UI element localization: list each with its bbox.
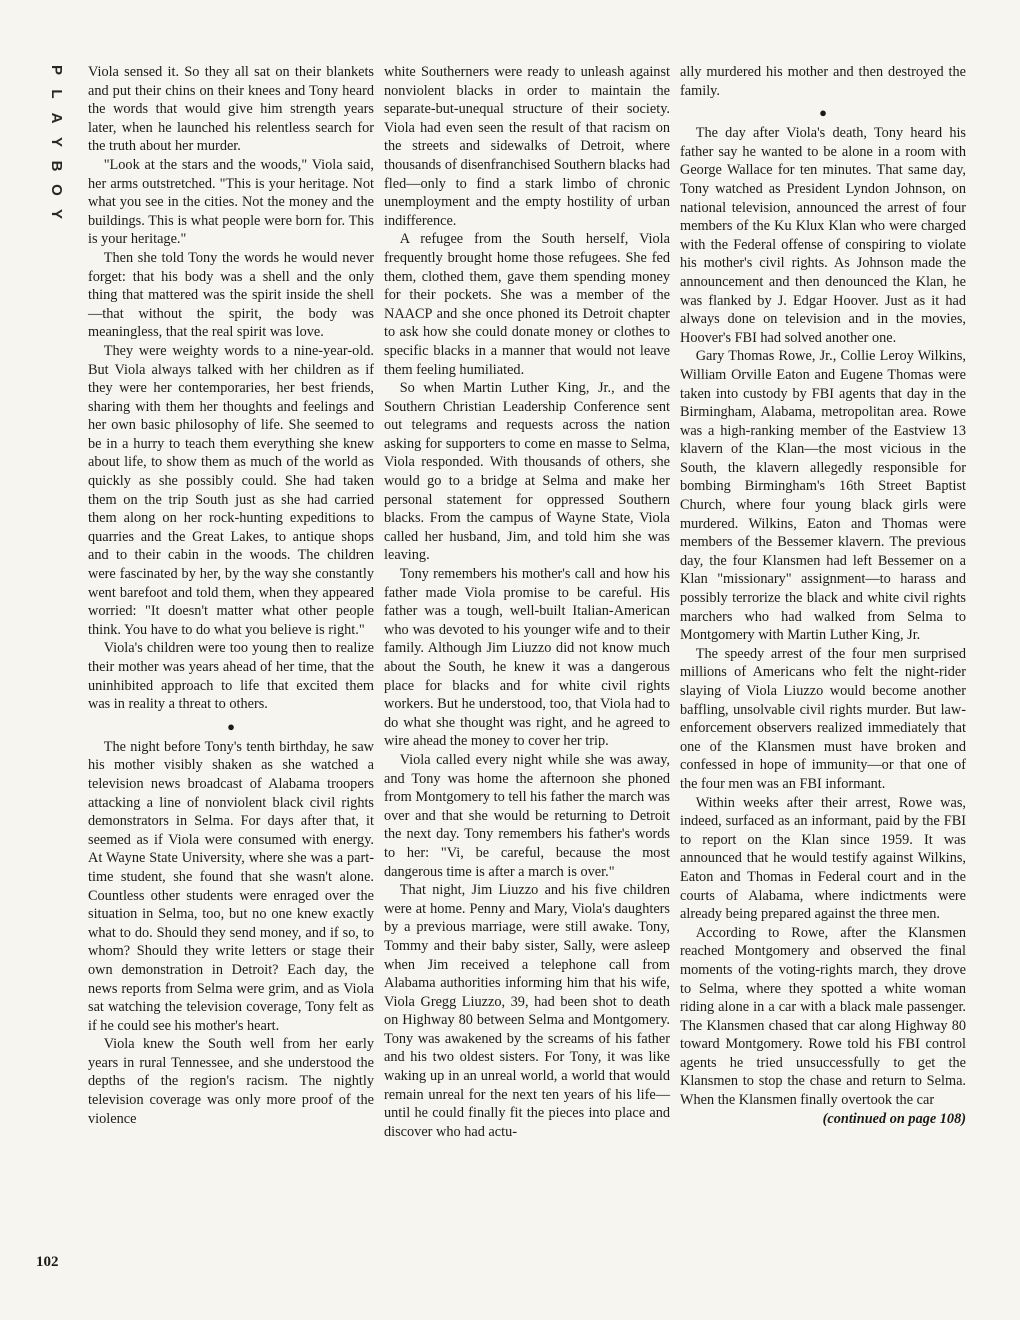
section-divider-bullet: ● — [819, 105, 827, 121]
paragraph: Within weeks after their arrest, Rowe was, indeed, surfaced as an informant, paid by the FBI to report on the Klan since 1959. It was announced that he would testify against Wilkins, Eaton and Thomas in Federal court and in the courts of Alabama, where indictments were already being prepared against the three men. — [680, 794, 966, 923]
paragraph: According to Rowe, after the Klansmen reached Montgomery and observed the final moments of the voting-rights march, they drove to Selma, where they spotted a white woman riding alone in a car with a black male passenger. The Klansmen chased that car along Highway 80 toward Montgomery. Rowe told his FBI control agents he tried unsuccessfully to get the Klansmen to stop the chase and return to Selma. When the Klansmen finally overtook the car — [680, 924, 966, 1109]
paragraph: Tony remembers his mother's call and how his father made Viola promise to be careful. His father was a tough, well-built Italian-American who was devoted to his younger wife and to their family. Although Jim Liuzzo did not know much about the South, he knew it was a dangerous place for blacks and for white civil rights workers. But he understood, too, that Viola had to do what she thought was right, and he agreed to wire ahead the money to cover her trip. — [384, 566, 670, 750]
paragraph: Viola's children were too young then to realize their mother was years ahead of her time, that the uninhibited approach to life that excited them was in reality a threat to others. — [88, 640, 374, 713]
paragraph: Gary Thomas Rowe, Jr., Collie Leroy Wilkins, William Orville Eaton and Eugene Thomas were taken into custody by FBI agents that day in the Birmingham, Alabama, metropolitan area. Rowe was a high-ranking member of the Eastview 13 klavern of the Klan—the most vicious in the South, the klavern allegedly responsible for bombing Birmingham's 16th Street Baptist Church, where four young black girls were murdered. Wilkins, Eaton and Thomas were members of the Bessemer klavern. The previous day, the four Klansmen had left Bessemer on a Klan "missionary" assignment—to harass and possibly terrorize the black and white civil rights marchers who had walked from Selma to Montgomery with Martin Luther King, Jr. — [680, 348, 966, 644]
page-number: 102 — [36, 1254, 59, 1270]
paragraph: Viola sensed it. So they all sat on their blankets and put their chins on their knees and Tony heard the words that would give him strength years later, when he launched his relentless search for the truth about her murder. — [88, 64, 374, 155]
paragraph: The night before Tony's tenth birthday, he saw his mother visibly shaken as she watched a television news broadcast of Alabama troopers attacking a line of nonviolent black civil rights demonstrators in Selma. For days after that, it seemed as if Viola were consumed with energy. At Wayne State University, where she was a part-time student, she found that she wasn't alone. Countless other students were enraged over the situation in Selma, too, but no one knew exactly what to do. Should they send money, and if so, to whom? Should they write letters or stage their own demonstration in Detroit? Each day, the news reports from Selma were grim, and as Viola sat watching the television coverage, Tony felt as if he could see his mother's heart. — [88, 738, 374, 1034]
section-divider-bullet: ● — [227, 718, 235, 734]
paragraph: So when Martin Luther King, Jr., and the Southern Christian Leadership Conference sent out telegrams and requests across the nation asking for supporters to come en masse to Selma, Viola responded. With thousands of others, she would go to a bridge at Selma and make her personal statement for oppressed Southern blacks. From the campus of Wayne State, Viola called her husband, Jim, and told him she was leaving. — [384, 380, 670, 564]
paragraph: Viola called every night while she was away, and Tony was home the afternoon she phoned from Montgomery to tell his father the march was over and that she would be returning to Detroit the next day. Tony remembers his father's words to her: "Vi, be careful, because the most dangerous time is after a march is over." — [384, 751, 670, 880]
paragraph: Then she told Tony the words he would never forget: that his body was a shell and the only thing that mattered was the spirit inside the shell—that without the spirit, the body was meaningless, that the real spirit was love. — [88, 249, 374, 341]
paragraph: Viola knew the South well from her early years in rural Tennessee, and she understood the depths of the region's racism. The nightly television coverage was only more proof of the violence — [88, 1036, 374, 1127]
paragraph: That night, Jim Liuzzo and his five children were at home. Penny and Mary, Viola's daughters by a previous marriage, were still awake. Tony, Tommy and their baby sister, Sally, were asleep when Jim received a telephone call from Alabama authorities informing him that his wife, Viola Gregg Liuzzo, 39, had been shot to death on Highway 80 between Selma and Montgomery. Tony was awakened by the screams of his father and his two oldest sisters. For Tony, it was like waking up in an unreal world, a world that would remain unreal for the next ten years of his life—until he could finally fit the pieces into place and discover who had actu- — [384, 882, 670, 1140]
paragraph: The day after Viola's death, Tony heard his father say he wanted to be alone in a room with George Wallace for ten minutes. That same day, Tony watched as President Lyndon Johnson, on national television, announced the arrest of four members of the Ku Klux Klan who were charged with the Federal offense of conspiring to violate his mother's civil rights. As Johnson made the announcement and then denounced the Klan, he was flanked by J. Edgar Hoover. Just as it had always done on television and in the movies, Hoover's FBI had solved another one. — [680, 125, 966, 346]
magazine-masthead: P L A Y B O Y — [48, 64, 65, 219]
paragraph: They were weighty words to a nine-year-old. But Viola always talked with her children as if they were her contemporaries, her best friends, sharing with them her thoughts and feelings and her own basic philosophy of life. She seemed to be in a hurry to teach them everything she knew about life, to show them as much of the world as quickly as she possibly could. She had taken them on the trip South just as she had carried them along on her rock-hunting expeditions to quarries and the Great Lakes, to antique shops and to their cabin in the woods. The children were fascinated by her, by the way she constantly went barefoot and told them, when they appeared worried: "It doesn't matter what other people think. You have to do what you believe is right." — [88, 342, 374, 638]
continuation-note[interactable]: (continued on page 108) — [822, 1110, 966, 1127]
paragraph: ally murdered his mother and then destroyed the family. — [680, 64, 966, 99]
paragraph: A refugee from the South herself, Viola frequently brought home those refugees. She fed them, clothed them, gave them spending money for their pockets. She was a member of the NAACP and she once phoned its Detroit chapter to ask how she could donate money or clothes to specific blacks in a manner that would not leave them feeling humiliated. — [384, 231, 670, 378]
paragraph: The speedy arrest of the four men surprised millions of Americans who felt the night-rider slaying of Viola Liuzzo would become another baffling, unsolvable civil rights murder. But law-enforcement observers realized immediately that one of the Klansmen must have broken and confessed in hope of immunity—or that one of the four men was an FBI informant. — [680, 645, 966, 792]
column-1 — [88, 63, 374, 1128]
paragraph: "Look at the stars and the woods," Viola said, her arms outstretched. "This is your heritage. Not what you see in the cities. Not the money and the buildings. This is what people were born for. This is your heritage." — [88, 156, 374, 248]
column-2 — [384, 63, 670, 1141]
paragraph: white Southerners were ready to unleash against nonviolent blacks in order to maintain the separate-but-unequal structure of their society. Viola had even seen the result of that racism on the streets and sidewalks of Detroit, where thousands of disenfranchised Southern blacks had fled—only to find a stark limbo of chronic unemployment and the empty hostility of urban indifference. — [384, 64, 670, 229]
column-3 — [680, 63, 966, 1128]
